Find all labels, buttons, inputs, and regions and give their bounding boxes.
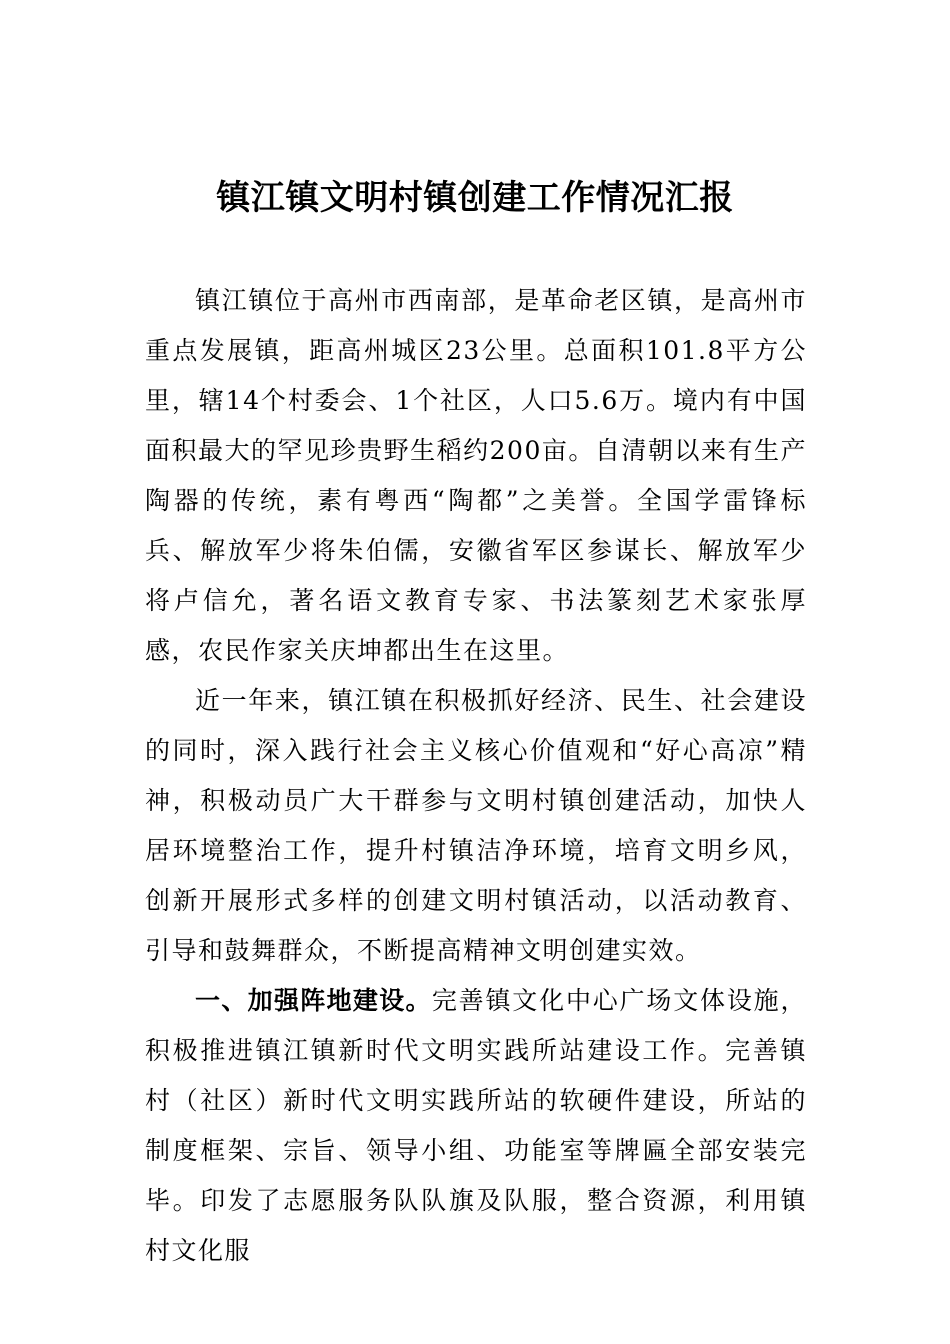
document-title: 镇江镇文明村镇创建工作情况汇报 xyxy=(216,178,734,218)
paragraph-text: 完善镇文化中心广场文体设施，积极推进镇江镇新时代文明实践所站建设工作。完善镇村（社区）新时代文明实践所站的软硬件建设，所站的制度框架、宗旨、领导小组、功能室等牌匾全部安装完毕。印发了志愿服务队队旗及队服，整合资源，利用镇村文化服 xyxy=(145,986,807,1265)
section-heading: 一、加强阵地建设。 xyxy=(195,986,432,1015)
paragraph-text: 镇江镇位于高州市西南部，是革命老区镇，是高州市重点发展镇，距高州城区23公里。总面积101.8平方公里，辖14个村委会、1个社区，人口5.6万。境内有中国面积最大的罕见珍贵野生稻约200亩。自清朝以来有生产陶器的传统，素有粤西“陶都”之美誉。全国学雷锋标兵、解放军少将朱伯儒，安徽省军区参谋长、解放军少将卢信允，著名语文教育专家、书法篆刻艺术家张厚感，农民作家关庆坤都出生在这里。 xyxy=(145,286,807,665)
document-body xyxy=(145,276,807,1276)
paragraph-intro xyxy=(145,276,807,676)
paragraph-text: 近一年来，镇江镇在积极抓好经济、民生、社会建设的同时，深入践行社会主义核心价值观和“好心高凉”精神，积极动员广大干群参与文明村镇创建活动，加快人居环境整治工作，提升村镇洁净环境，培育文明乡风，创新开展形式多样的创建文明村镇活动，以活动教育、引导和鼓舞群众，不断提高精神文明创建实效。 xyxy=(145,686,807,965)
paragraph-section-one xyxy=(145,976,807,1276)
paragraph-overview xyxy=(145,676,807,976)
